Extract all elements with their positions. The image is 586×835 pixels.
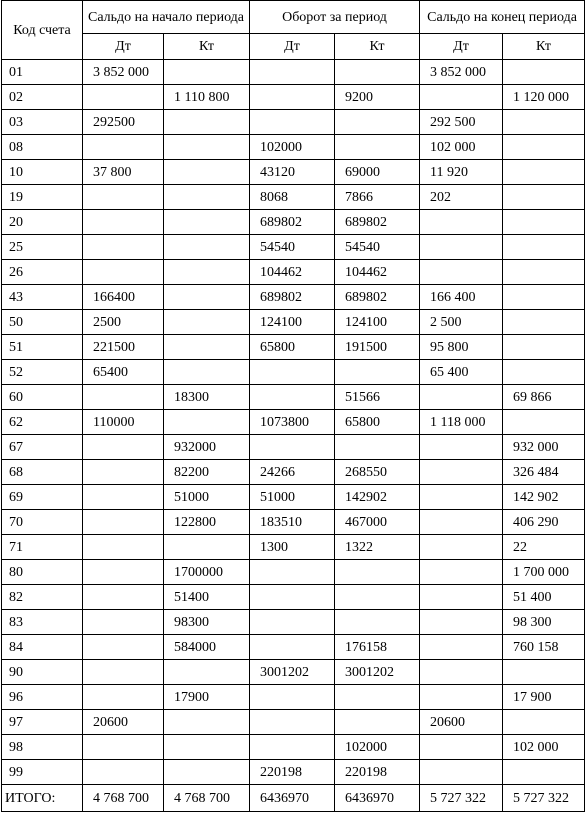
closing-credit-cell [503,410,585,435]
turnover-credit-cell: 3001202 [335,660,420,685]
opening-balance-header: Сальдо на начало периода [83,1,250,34]
turnover-debit-cell: 102000 [250,135,335,160]
turnover-debit-cell [250,60,335,85]
opening-debit-cell [83,685,164,710]
opening-credit-cell [164,160,250,185]
closing-credit-cell: 1 120 000 [503,85,585,110]
table-row [2,160,585,185]
table-row [2,435,585,460]
closing-credit-cell: 51 400 [503,585,585,610]
opening-credit-cell: 1 110 800 [164,85,250,110]
turnover-credit-cell [335,585,420,610]
closing-debit-cell: 166 400 [420,285,503,310]
turnover-debit-cell [250,85,335,110]
opening-credit-cell [164,660,250,685]
closing-balance-header: Сальдо на конец периода [420,1,585,34]
opening-debit-cell [83,610,164,635]
turnover-credit-cell [335,135,420,160]
turnover-credit-cell [335,435,420,460]
turnover-credit-cell [335,685,420,710]
closing-credit-cell [503,710,585,735]
closing-debit-cell: 1 118 000 [420,410,503,435]
table-row [2,760,585,785]
closing-debit-cell [420,610,503,635]
turnover-debit-cell [250,560,335,585]
turnover-debit-cell: 3001202 [250,660,335,685]
account-code-cell: 26 [2,260,83,285]
closing-credit-cell [503,285,585,310]
balance-sheet-table [1,0,585,812]
table-row [2,360,585,385]
table-row [2,235,585,260]
closing-credit-cell: 102 000 [503,735,585,760]
closing-debit-cell: 95 800 [420,335,503,360]
closing-credit-cell: 98 300 [503,610,585,635]
opening-debit-cell [83,485,164,510]
closing-debit-cell: 2 500 [420,310,503,335]
opening-credit-cell: 18300 [164,385,250,410]
account-code-cell: 43 [2,285,83,310]
turnover-debit-cell: 51000 [250,485,335,510]
closing-credit-cell: 142 902 [503,485,585,510]
opening-credit-header: Кт [164,34,250,60]
closing-debit-cell [420,485,503,510]
table-row [2,610,585,635]
turnover-credit-cell: 104462 [335,260,420,285]
opening-credit-cell [164,135,250,160]
turnover-debit-cell [250,735,335,760]
turnover-credit-cell: 176158 [335,635,420,660]
opening-credit-cell [164,410,250,435]
table-row [2,210,585,235]
turnover-debit-cell: 689802 [250,210,335,235]
closing-credit-cell: 326 484 [503,460,585,485]
closing-credit-cell [503,110,585,135]
opening-credit-cell: 82200 [164,460,250,485]
closing-credit-cell: 22 [503,535,585,560]
opening-debit-cell: 65400 [83,360,164,385]
turnover-credit-cell: 54540 [335,235,420,260]
turnover-credit-cell: 268550 [335,460,420,485]
turnover-credit-cell [335,560,420,585]
closing-credit-cell [503,660,585,685]
closing-debit-cell [420,760,503,785]
opening-debit-cell [83,760,164,785]
opening-debit-cell: 2500 [83,310,164,335]
turnover-debit-cell: 220198 [250,760,335,785]
closing-credit-cell [503,760,585,785]
closing-debit-cell: 102 000 [420,135,503,160]
opening-debit-cell: 20600 [83,710,164,735]
closing-credit-cell: 760 158 [503,635,585,660]
account-code-cell: 82 [2,585,83,610]
account-code-cell: 84 [2,635,83,660]
opening-credit-cell: 122800 [164,510,250,535]
opening-credit-cell [164,210,250,235]
turnover-credit-cell: 9200 [335,85,420,110]
turnover-credit-cell: 142902 [335,485,420,510]
table-row [2,535,585,560]
closing-debit-cell [420,435,503,460]
account-code-cell: 51 [2,335,83,360]
account-code-cell: 60 [2,385,83,410]
account-code-cell: 08 [2,135,83,160]
closing-credit-cell: 1 700 000 [503,560,585,585]
opening-credit-cell [164,260,250,285]
opening-debit-cell [83,210,164,235]
opening-debit-header: Дт [83,34,164,60]
table-row [2,735,585,760]
account-code-cell: 97 [2,710,83,735]
turnover-credit-cell [335,360,420,385]
account-code-cell: 90 [2,660,83,685]
opening-credit-cell: 17900 [164,685,250,710]
closing-credit-cell: 406 290 [503,510,585,535]
turnover-credit-cell: 1322 [335,535,420,560]
account-code-cell: 67 [2,435,83,460]
closing-debit-cell [420,685,503,710]
turnover-credit-cell [335,710,420,735]
turnover-debit-cell: 104462 [250,260,335,285]
account-code-cell: 99 [2,760,83,785]
account-code-cell: 02 [2,85,83,110]
account-code-cell: 50 [2,310,83,335]
closing-debit-cell [420,660,503,685]
table-row [2,260,585,285]
opening-credit-cell: 932000 [164,435,250,460]
table-row [2,410,585,435]
closing-debit-cell: 292 500 [420,110,503,135]
table-row [2,135,585,160]
opening-debit-cell [83,510,164,535]
account-code-cell: 03 [2,110,83,135]
closing-credit-cell: 17 900 [503,685,585,710]
table-row [2,185,585,210]
table-body [2,60,585,785]
closing-credit-cell: 932 000 [503,435,585,460]
table-row [2,485,585,510]
turnover-credit-cell: 220198 [335,760,420,785]
turnover-debit-cell [250,385,335,410]
account-code-cell: 69 [2,485,83,510]
opening-debit-cell [83,260,164,285]
opening-debit-cell: 292500 [83,110,164,135]
total-opening-debit: 4 768 700 [83,785,164,812]
opening-credit-cell: 584000 [164,635,250,660]
table-row [2,310,585,335]
table-row [2,635,585,660]
table-row [2,460,585,485]
account-code-cell: 70 [2,510,83,535]
turnover-debit-cell: 43120 [250,160,335,185]
closing-credit-cell [503,60,585,85]
account-code-cell: 80 [2,560,83,585]
closing-debit-cell: 202 [420,185,503,210]
turnover-debit-cell [250,610,335,635]
opening-credit-cell [164,60,250,85]
turnover-debit-cell [250,435,335,460]
turnover-debit-cell: 65800 [250,335,335,360]
closing-debit-cell [420,385,503,410]
closing-credit-cell [503,335,585,360]
account-code-cell: 96 [2,685,83,710]
turnover-debit-cell: 1300 [250,535,335,560]
opening-debit-cell: 221500 [83,335,164,360]
closing-credit-header: Кт [503,34,585,60]
closing-debit-cell [420,560,503,585]
account-code-cell: 83 [2,610,83,635]
opening-credit-cell [164,285,250,310]
opening-debit-cell [83,435,164,460]
opening-credit-cell [164,110,250,135]
opening-debit-cell: 110000 [83,410,164,435]
opening-credit-cell: 51000 [164,485,250,510]
closing-debit-cell: 65 400 [420,360,503,385]
turnover-credit-cell [335,60,420,85]
table-row [2,335,585,360]
table-row [2,85,585,110]
closing-credit-cell [503,160,585,185]
turnover-credit-cell [335,610,420,635]
total-closing-debit: 5 727 322 [420,785,503,812]
opening-debit-cell [83,535,164,560]
closing-credit-cell [503,185,585,210]
closing-debit-cell [420,510,503,535]
closing-debit-cell: 20600 [420,710,503,735]
total-turnover-credit: 6436970 [335,785,420,812]
turnover-debit-cell: 689802 [250,285,335,310]
turnover-debit-cell: 1073800 [250,410,335,435]
table-row [2,110,585,135]
account-code-cell: 20 [2,210,83,235]
closing-debit-cell [420,235,503,260]
table-row [2,510,585,535]
account-code-cell: 68 [2,460,83,485]
turnover-debit-cell [250,635,335,660]
total-closing-credit: 5 727 322 [503,785,585,812]
turnover-credit-header: Кт [335,34,420,60]
opening-credit-cell [164,360,250,385]
opening-debit-cell [83,135,164,160]
opening-debit-cell [83,85,164,110]
closing-debit-cell [420,735,503,760]
closing-debit-cell: 11 920 [420,160,503,185]
turnover-debit-cell: 8068 [250,185,335,210]
opening-debit-cell [83,660,164,685]
turnover-debit-cell [250,685,335,710]
table-row [2,585,585,610]
account-code-cell: 71 [2,535,83,560]
opening-debit-cell [83,460,164,485]
closing-credit-cell [503,360,585,385]
opening-debit-cell [83,560,164,585]
account-code-cell: 25 [2,235,83,260]
opening-credit-cell: 98300 [164,610,250,635]
opening-credit-cell: 1700000 [164,560,250,585]
account-code-cell: 01 [2,60,83,85]
account-code-cell: 52 [2,360,83,385]
turnover-credit-cell: 689802 [335,210,420,235]
closing-debit-cell: 3 852 000 [420,60,503,85]
turnover-credit-cell [335,110,420,135]
total-opening-credit: 4 768 700 [164,785,250,812]
turnover-debit-cell [250,585,335,610]
closing-credit-cell [503,135,585,160]
opening-credit-cell [164,735,250,760]
turnover-credit-cell: 51566 [335,385,420,410]
closing-credit-cell [503,260,585,285]
table-row [2,710,585,735]
turnover-debit-cell [250,360,335,385]
table-row [2,385,585,410]
total-row [2,785,585,812]
turnover-header: Оборот за период [250,1,420,34]
opening-debit-cell [83,585,164,610]
turnover-credit-cell: 69000 [335,160,420,185]
account-code-cell: 62 [2,410,83,435]
table-row [2,60,585,85]
turnover-credit-cell: 7866 [335,185,420,210]
opening-credit-cell [164,235,250,260]
turnover-debit-cell: 24266 [250,460,335,485]
opening-debit-cell: 166400 [83,285,164,310]
opening-debit-cell: 37 800 [83,160,164,185]
opening-debit-cell: 3 852 000 [83,60,164,85]
opening-debit-cell [83,185,164,210]
closing-debit-cell [420,460,503,485]
closing-credit-cell [503,210,585,235]
total-label: ИТОГО: [2,785,83,812]
closing-credit-cell: 69 866 [503,385,585,410]
turnover-debit-cell [250,710,335,735]
opening-credit-cell [164,710,250,735]
opening-debit-cell [83,635,164,660]
closing-debit-cell [420,535,503,560]
turnover-debit-cell: 124100 [250,310,335,335]
closing-debit-cell [420,635,503,660]
table-row [2,660,585,685]
turnover-credit-cell: 467000 [335,510,420,535]
account-code-cell: 10 [2,160,83,185]
closing-debit-cell [420,210,503,235]
turnover-debit-header: Дт [250,34,335,60]
turnover-debit-cell: 54540 [250,235,335,260]
closing-credit-cell [503,310,585,335]
opening-credit-cell [164,535,250,560]
opening-credit-cell: 51400 [164,585,250,610]
closing-debit-cell [420,260,503,285]
opening-debit-cell [83,735,164,760]
opening-credit-cell [164,185,250,210]
account-code-header: Код счета [2,1,83,60]
opening-debit-cell [83,235,164,260]
account-code-cell: 98 [2,735,83,760]
turnover-debit-cell: 183510 [250,510,335,535]
closing-debit-header: Дт [420,34,503,60]
turnover-credit-cell: 102000 [335,735,420,760]
turnover-credit-cell: 124100 [335,310,420,335]
turnover-credit-cell: 191500 [335,335,420,360]
turnover-credit-cell: 689802 [335,285,420,310]
total-turnover-debit: 6436970 [250,785,335,812]
opening-debit-cell [83,385,164,410]
opening-credit-cell [164,335,250,360]
table-row [2,685,585,710]
closing-credit-cell [503,235,585,260]
turnover-debit-cell [250,110,335,135]
account-code-cell: 19 [2,185,83,210]
table-row [2,285,585,310]
opening-credit-cell [164,760,250,785]
opening-credit-cell [164,310,250,335]
closing-debit-cell [420,85,503,110]
closing-debit-cell [420,585,503,610]
turnover-credit-cell: 65800 [335,410,420,435]
table-row [2,560,585,585]
